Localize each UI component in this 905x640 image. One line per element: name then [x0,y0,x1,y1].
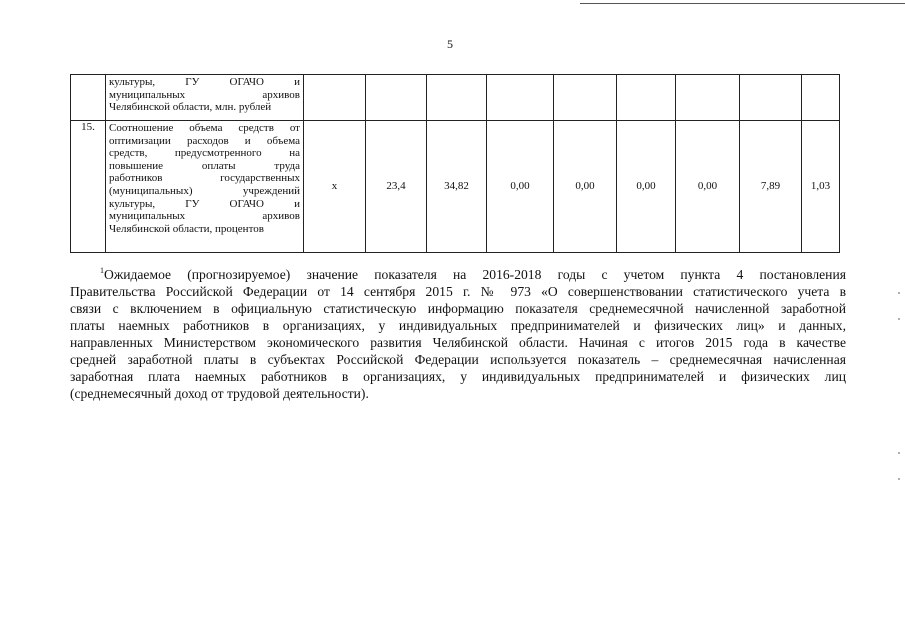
scan-artifact [898,318,900,320]
row-number-cell: 15. [71,121,106,253]
value-cell: 34,82 [427,121,487,253]
indicator-name-line: культуры, ГУ ОГАЧО и [109,76,300,88]
value-cell [304,75,366,121]
footnote-line: заработная плата наемных работников в организациях, у индивидуальных предпринимателей и физических лиц [70,369,846,384]
scan-artifact [898,478,900,480]
page-number: 5 [447,37,453,51]
indicator-name-line: (муниципальных) учреждений [109,184,300,197]
indicator-name-cell [106,75,304,121]
indicator-name-line: оптимизации расходов и объема [109,134,300,147]
value-cell: 7,89 [740,121,802,253]
footnote-line: направленных Министерством экономического развития Челябинской области. Начиная с итогов 2015 года в качестве [70,335,846,350]
value-cell [617,75,676,121]
value-cell: 23,4 [366,121,427,253]
table-row-continued [71,75,840,121]
value-cell: 0,00 [487,121,554,253]
indicator-name-line: муниципальных архивов [109,88,300,101]
table-row-15 [71,121,840,253]
footnote-line: связи с включением в официальную статистическую информацию показателя среднемесячной начисленной заработной [70,301,846,316]
value-cell: 0,00 [554,121,617,253]
top-border-line [580,3,905,4]
indicator-name-line: Челябинской области, процентов [109,222,264,235]
value-cell [366,75,427,121]
row-number-cell [71,75,106,121]
footnote [70,266,846,402]
value-cell [676,75,740,121]
scan-artifact [898,292,900,294]
value-cell: 1,03 [802,121,840,253]
indicator-name-line: повышение оплаты труда [109,159,300,172]
footnote-line-text: Ожидаемое (прогнозируемое) значение показателя на 2016-2018 годы с учетом пункта 4 постановления [104,267,846,282]
indicator-name-line: Челябинской области, млн. рублей [109,101,272,114]
indicator-name-line: культуры, ГУ ОГАЧО и [109,197,300,210]
footnote-line [70,266,846,283]
indicator-name-cell [106,121,304,253]
value-cell [740,75,802,121]
value-cell [487,75,554,121]
value-cell [427,75,487,121]
indicators-table [70,74,840,253]
footnote-marker: 1 [100,266,104,275]
scan-artifact [898,452,900,454]
value-cell: 0,00 [676,121,740,253]
footnote-line: Правительства Российской Федерации от 14 сентября 2015 г. № 973 «О совершенствовании статистического учета в [70,284,846,299]
indicator-name-line: муниципальных архивов [109,210,300,223]
footnote-line: (среднемесячный доход от трудовой деятельности). [70,386,369,401]
indicator-name-line: средств, предусмотренного на [109,147,300,160]
indicator-name-line: Соотношение объема средств от [109,122,300,134]
footnote-line: средней заработной платы в субъектах Российской Федерации используется показатель – среднемесячная начисленная [70,352,846,367]
footnote-line: платы наемных работников в организациях, у индивидуальных предпринимателей и физических лиц» и данных, [70,318,846,333]
value-cell: x [304,121,366,253]
value-cell [554,75,617,121]
indicator-name-line: работников государственных [109,172,300,185]
value-cell: 0,00 [617,121,676,253]
value-cell [802,75,840,121]
